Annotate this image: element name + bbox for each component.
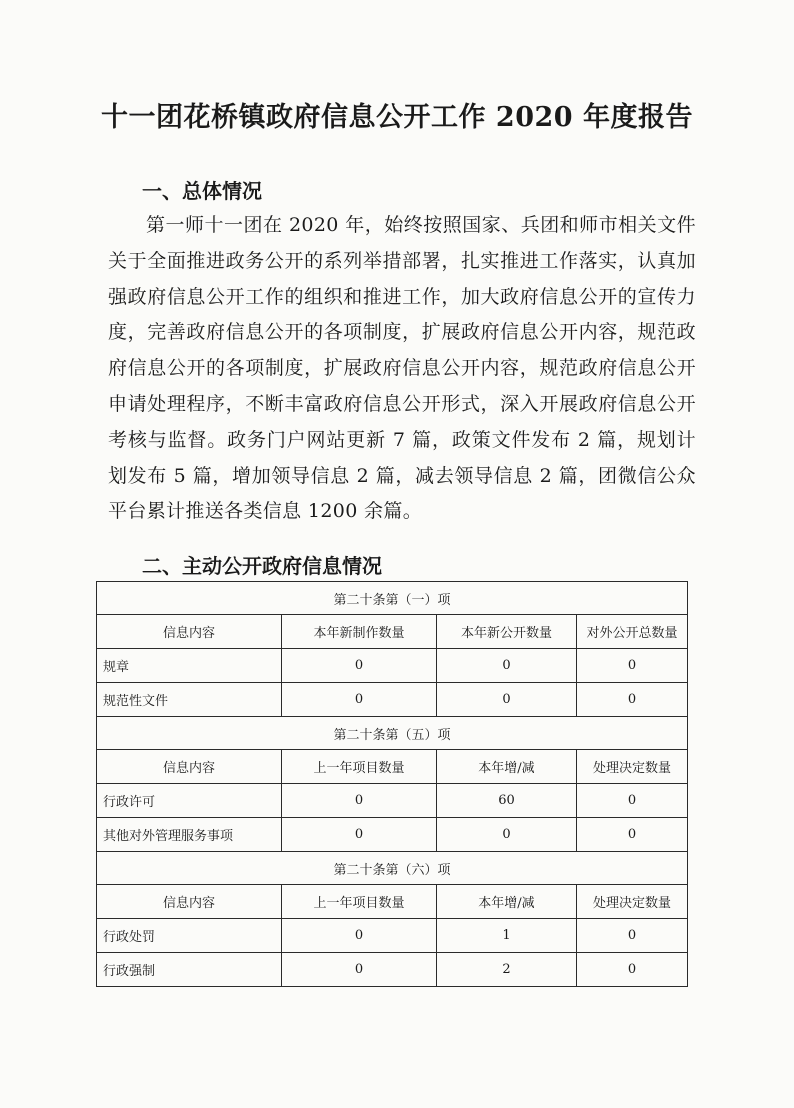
table-header-row xyxy=(97,615,688,649)
table-section-row xyxy=(97,717,688,750)
column-header: 处理决定数量 xyxy=(577,885,688,919)
table-cell: 0 xyxy=(282,649,437,683)
table-cell: 0 xyxy=(577,818,688,852)
table-row xyxy=(97,818,688,852)
table-header-row xyxy=(97,750,688,784)
page-title: 十一团花桥镇政府信息公开工作 2020 年度报告 xyxy=(101,102,693,133)
table-cell: 0 xyxy=(282,784,437,818)
column-header: 本年新制作数量 xyxy=(282,615,437,649)
table-cell: 0 xyxy=(282,683,437,717)
table-row xyxy=(97,953,688,987)
section-heading-proactive-disclosure: 二、主动公开政府信息情况 xyxy=(142,554,382,578)
table-cell: 0 xyxy=(282,919,437,953)
table-row xyxy=(97,919,688,953)
table-cell: 60 xyxy=(437,784,577,818)
table-section-title: 第二十条第（六）项 xyxy=(97,852,688,885)
table-cell: 2 xyxy=(437,953,577,987)
column-header: 本年新公开数量 xyxy=(437,615,577,649)
row-label: 规范性文件 xyxy=(97,683,282,717)
table-cell: 0 xyxy=(577,953,688,987)
table-cell: 0 xyxy=(282,818,437,852)
row-label: 规章 xyxy=(97,649,282,683)
column-header: 上一年项目数量 xyxy=(282,885,437,919)
table-cell: 0 xyxy=(577,784,688,818)
row-label: 行政许可 xyxy=(97,784,282,818)
column-header: 本年增/减 xyxy=(437,750,577,784)
table-row xyxy=(97,683,688,717)
row-label: 其他对外管理服务事项 xyxy=(97,818,282,852)
table-row xyxy=(97,649,688,683)
table-cell: 0 xyxy=(577,649,688,683)
row-label: 行政处罚 xyxy=(97,919,282,953)
table-cell: 0 xyxy=(437,649,577,683)
column-header: 信息内容 xyxy=(97,885,282,919)
column-header: 处理决定数量 xyxy=(577,750,688,784)
table-cell: 0 xyxy=(437,683,577,717)
table-section-row xyxy=(97,852,688,885)
table-row xyxy=(97,784,688,818)
table-header-row xyxy=(97,885,688,919)
row-label: 行政强制 xyxy=(97,953,282,987)
table-cell: 0 xyxy=(282,953,437,987)
table-cell: 0 xyxy=(577,683,688,717)
table-cell: 1 xyxy=(437,919,577,953)
table-section-row xyxy=(97,582,688,615)
overview-paragraph: 第一师十一团在 2020 年，始终按照国家、兵团和师市相关文件关于全面推进政务公开的系列举措部署，扎实推进工作落实，认真加强政府信息公开工作的组织和推进工作，加大政府信息公开的宣传力度，完善政府信息公开的各项制度，扩展政府信息公开内容，规范政府信息公开的各项制度，扩展政府信息公开内容，规范政府信息公开申请处理程序，不断丰富政府信息公开形式，深入开展政府信息公开考核与监督。政务门户网站更新 7 篇，政策文件发布 2 篇，规划计划发布 5 篇，增加领导信息 2 篇，减去领导信息 2 篇，团微信公众平台累计推送各类信息 1200 余篇。 xyxy=(108,214,696,523)
table-cell: 0 xyxy=(577,919,688,953)
table-section-title: 第二十条第（五）项 xyxy=(97,717,688,750)
disclosure-table xyxy=(96,581,688,987)
table-cell: 0 xyxy=(437,818,577,852)
table-section-title: 第二十条第（一）项 xyxy=(97,582,688,615)
column-header: 信息内容 xyxy=(97,615,282,649)
column-header: 对外公开总数量 xyxy=(577,615,688,649)
column-header: 本年增/减 xyxy=(437,885,577,919)
column-header: 上一年项目数量 xyxy=(282,750,437,784)
column-header: 信息内容 xyxy=(97,750,282,784)
section-heading-overview: 一、总体情况 xyxy=(142,179,262,203)
